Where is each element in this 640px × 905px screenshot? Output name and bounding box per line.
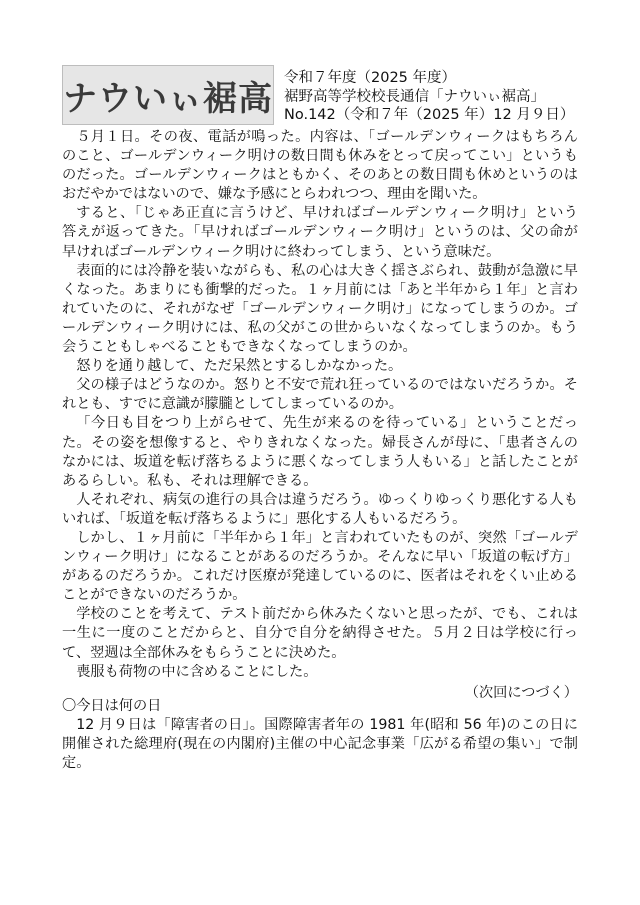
today-section — [62, 697, 578, 773]
article-paragraph: 「今日も目をつり上がらせて、先生が来るのを待っている」ということだった。その姿を想像すると、やりきれなくなった。婦長さんが母に、「患者さんのなかには、坂道を転げ落ちるように悪くなってしまう人もいる」と話したことがあるらしい。私も、それは理解できる。 — [62, 415, 578, 489]
article-paragraph: 喪服も荷物の中に含めることにした。 — [76, 663, 318, 680]
today-body: 12 月９日は「障害者の日」。国際障害者年の 1981 年(昭和 56 年)のこの日に開催された総理府(現在の内閣府)主催の中心記念事業「広がる希望の集い」で制定。 — [62, 717, 578, 772]
article-paragraph: 学校のことを考えて、テスト前だから休みたくないと思ったが、でも、これは一生に一度のことだからと、自分で自分を納得させた。５月２日は学校に行って、翌週は全部休みをもらうことに決めた。 — [62, 606, 578, 661]
to-be-continued: （次回につづく） — [464, 684, 578, 701]
article-paragraph: 表面的には冷静を装いながらも、私の心は大きく揺さぶられ、鼓動が急激に早くなった。あまりにも衝撃的だった。１ヶ月前には「あと半年から１年」と言われていたのに、それがなぜ「ゴールデンウィーク明け」になってしまうのか。ゴールデンウィーク明けには、私の父がこの世からいなくなってしまうのか。もう会うこともしゃべることもできなくなってしまうのか。 — [62, 262, 578, 356]
article-paragraph: すると、「じゃあ正直に言うけど、早ければゴールデンウィーク明け」という答えが返ってきた。「早ければゴールデンウィーク明け」というのは、父の命が早ければゴールデンウィーク明けに終わってしまう、という意味だ。 — [62, 205, 578, 260]
today-heading: 〇今日は何の日 — [62, 698, 162, 714]
issue-year: 令和７年度（2025 年度） — [284, 70, 457, 86]
article-paragraph: 人それぞれ、病気の進行の具合は違うだろう。ゆっくりゆっくり悪化する人もいれば、「坂道を転げ落ちるように」悪化する人もいるだろう。 — [62, 491, 578, 527]
article-body — [62, 128, 578, 703]
newsletter-title: ナウいぃ裾高 — [63, 78, 273, 119]
article-paragraph: ５月１日。その夜、電話が鳴った。内容は、「ゴールデンウィークはもちろんのこと、ゴールデンウィーク明けの数日間も休みをとって戻ってこい」というものだった。ゴールデンウィークはともかく、そのあとの数日間も休めというのはおだやかではないので、嫌な予感にとらわれつつ、理由を聞いた。 — [62, 129, 578, 203]
issue-number-date: No.142（令和７年（2025 年）12 月９日） — [284, 107, 575, 123]
article-paragraph: 怒りを通り越して、ただ呆然とするしかなかった。 — [76, 358, 403, 375]
newsletter-title-box — [62, 65, 274, 125]
newsletter-header — [62, 65, 582, 127]
article-paragraph: 父の様子はどうなのか。怒りと不安で荒れ狂っているのではないだろうか。それとも、すでに意識が朦朧としてしまっているのか。 — [62, 377, 578, 413]
article-paragraph: しかし、１ヶ月前に「半年から１年」と言われていたものが、突然「ゴールデンウィーク明け」になることがあるのだろうか。そんなに早い「坂道の転げ方」があるのだろうか。これだけ医療が発達しているのに、医者はそれをくい止めることができないのだろうか。 — [62, 529, 578, 604]
issue-publisher: 裾野高等学校校長通信「ナウいぃ裾高」 — [284, 88, 545, 105]
newsletter-issue-info — [284, 69, 574, 125]
